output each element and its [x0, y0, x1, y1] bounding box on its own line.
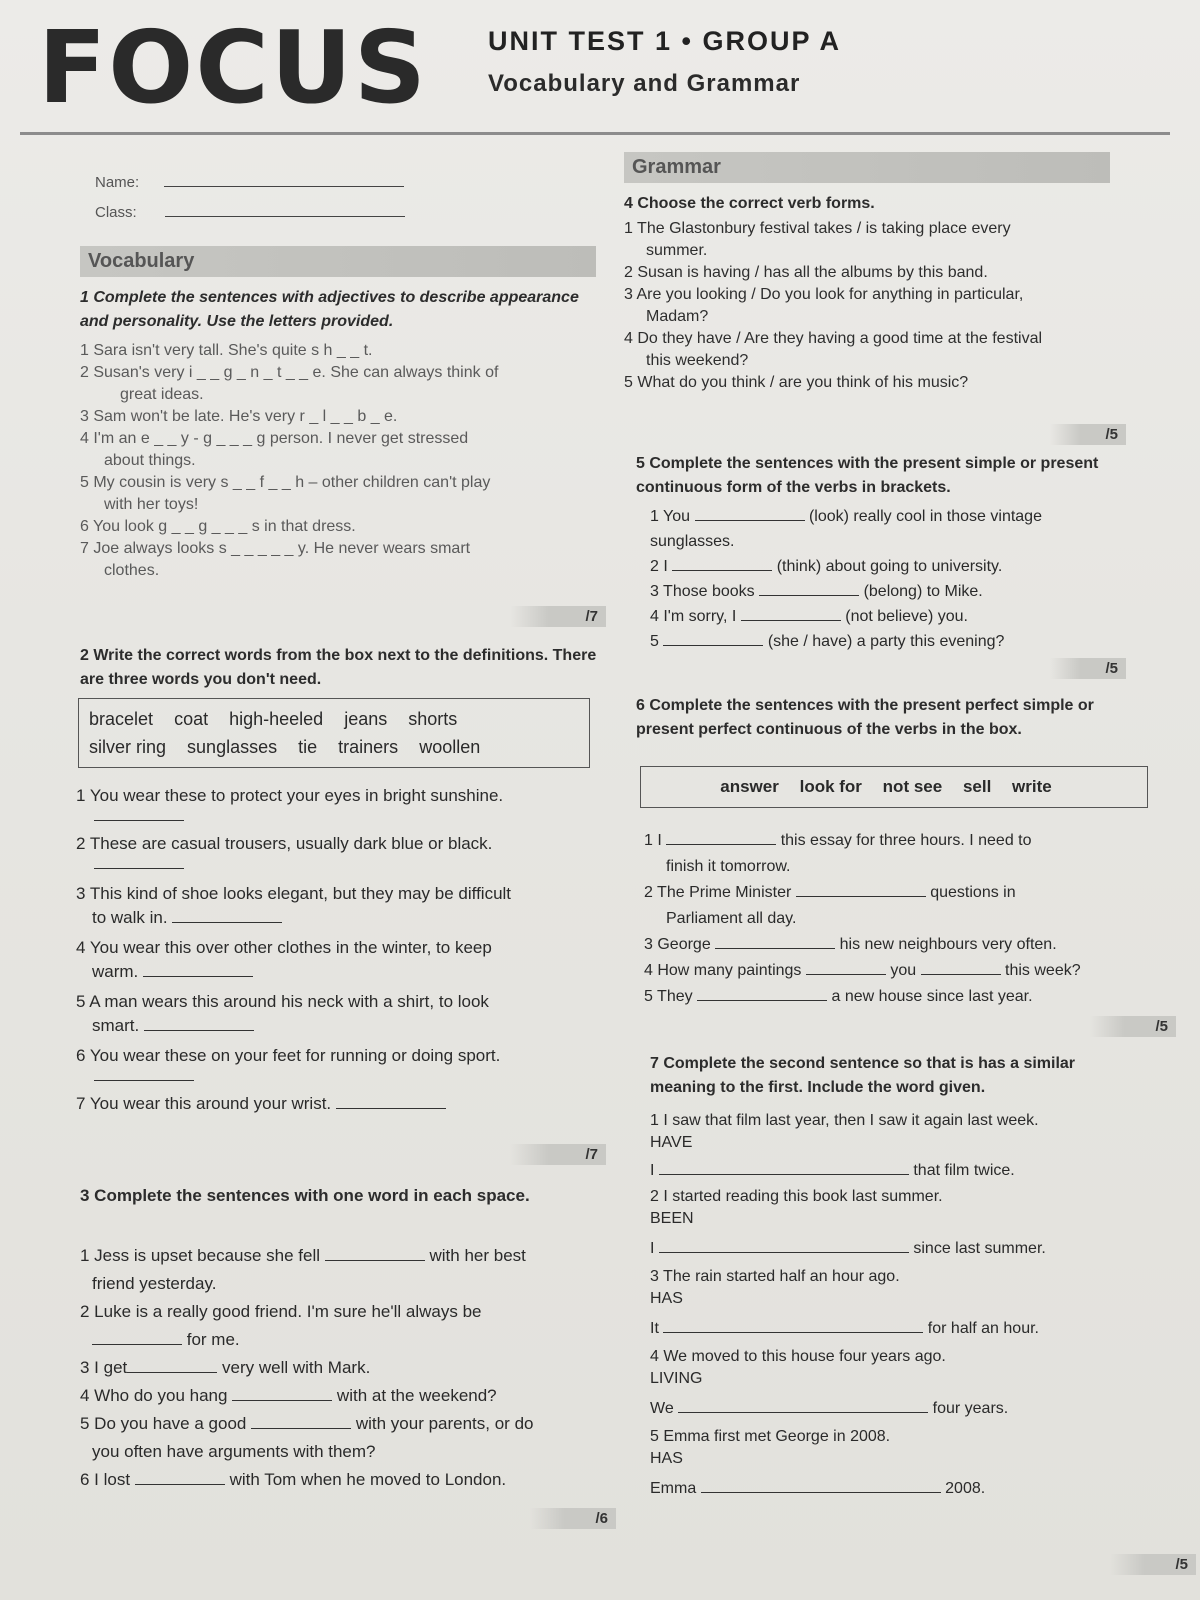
- ex2-item: [76, 834, 606, 884]
- ex6-text: this week?: [1005, 962, 1081, 979]
- word: jeans: [344, 709, 388, 729]
- ex2-item-text: to walk in.: [92, 908, 168, 927]
- answer-blank[interactable]: [666, 830, 776, 845]
- answer-blank[interactable]: [251, 1414, 351, 1429]
- answer-blank[interactable]: [144, 1018, 254, 1031]
- ex2-item: [76, 962, 606, 992]
- answer-blank[interactable]: [336, 1096, 446, 1109]
- ex1-item: great ideas.: [120, 386, 204, 403]
- ex5-text: (belong) to Mike.: [863, 583, 983, 600]
- ex7-item: [650, 1428, 1130, 1508]
- answer-blank[interactable]: [806, 960, 886, 975]
- ex3-item: [80, 1438, 610, 1466]
- word: answer: [720, 777, 779, 796]
- ex6-text: 1 I: [644, 832, 662, 849]
- class-field[interactable]: [95, 202, 405, 222]
- answer-blank[interactable]: [695, 506, 805, 521]
- ex7-text: 2008.: [945, 1480, 986, 1497]
- answer-blank[interactable]: [135, 1470, 225, 1485]
- ex6-text: 5 They: [644, 988, 693, 1005]
- ex6-item: [644, 958, 1134, 984]
- ex3-item: [80, 1410, 610, 1438]
- ex6-item: [644, 906, 1134, 932]
- ex7-text: I: [650, 1240, 655, 1257]
- answer-blank[interactable]: [701, 1478, 941, 1493]
- ex2-item-text: 3 This kind of shoe looks elegant, but they may be difficult: [76, 884, 512, 903]
- ex4-item: 1 The Glastonbury festival takes / is taking place every: [624, 220, 1011, 237]
- answer-blank[interactable]: [94, 808, 184, 821]
- ex6-text: questions in: [930, 884, 1016, 901]
- ex5-text: sunglasses.: [650, 533, 735, 550]
- ex3-score: /6: [530, 1508, 616, 1529]
- ex3-text: with Tom when he moved to London.: [229, 1470, 507, 1489]
- ex6-word-box: [640, 766, 1148, 808]
- ex7-key-word: BEEN: [650, 1210, 694, 1227]
- ex7-sentence: 1 I saw that film last year, then I saw it again last week.: [650, 1112, 1039, 1129]
- answer-blank[interactable]: [325, 1246, 425, 1261]
- ex7-text: that film twice.: [913, 1162, 1015, 1179]
- ex2-item-text: 6 You wear these on your feet for running or doing sport.: [76, 1046, 501, 1065]
- ex4-item: 5 What do you think / are you think of his music?: [624, 374, 969, 391]
- answer-blank[interactable]: [678, 1398, 928, 1413]
- ex6-text: 2 The Prime Minister: [644, 884, 792, 901]
- name-label: Name:: [95, 174, 140, 191]
- ex3-text: for me.: [186, 1330, 240, 1349]
- ex7-key-word: HAS: [650, 1450, 683, 1467]
- ex4-item: 3 Are you looking / Do you look for anything in particular,: [624, 286, 1024, 303]
- ex6-item: [644, 984, 1134, 1010]
- ex6-instruction: 6 Complete the sentences with the present perfect simple or present perfect continuous of the verbs in the box.: [636, 697, 1094, 738]
- ex7-answer: [650, 1238, 1046, 1258]
- ex3-instruction: 3 Complete the sentences with one word in each space.: [80, 1186, 530, 1205]
- word: high-heeled: [229, 709, 324, 729]
- ex4-item: summer.: [646, 242, 708, 259]
- word-box-row: [89, 733, 579, 761]
- ex2-list: [76, 786, 606, 1124]
- ex4-instruction: 4 Choose the correct verb forms.: [624, 195, 875, 212]
- word: trainers: [338, 737, 399, 757]
- word: woollen: [419, 737, 481, 757]
- ex7-sentence: 4 We moved to this house four years ago.: [650, 1348, 946, 1365]
- ex3-item: [80, 1382, 610, 1410]
- ex6-item: [644, 828, 1134, 854]
- ex7-sentence: 5 Emma first met George in 2008.: [650, 1428, 891, 1445]
- ex6-text: his new neighbours very often.: [839, 936, 1057, 953]
- answer-blank[interactable]: [127, 1358, 217, 1373]
- ex5-list: [650, 504, 1130, 654]
- ex6-text: Parliament all day.: [666, 910, 797, 927]
- ex5-text: 3 Those books: [650, 583, 755, 600]
- ex6-text: you: [890, 962, 917, 979]
- ex5-item: [650, 504, 1130, 529]
- ex1-list: [80, 340, 600, 582]
- ex3-item: [80, 1242, 610, 1270]
- ex2-item: [76, 1016, 606, 1046]
- ex3-text: very well with Mark.: [222, 1358, 371, 1377]
- ex5-text: (she / have) a party this evening?: [767, 633, 1005, 650]
- ex7-text: I: [650, 1162, 655, 1179]
- focus-logo: FOCUS: [38, 9, 428, 126]
- word: write: [1012, 777, 1052, 796]
- ex1-item: about things.: [104, 452, 196, 469]
- answer-blank[interactable]: [92, 1330, 182, 1345]
- ex7-answer: [650, 1478, 985, 1498]
- ex1-item: 1 Sara isn't very tall. She's quite s h _ _ t.: [80, 342, 373, 359]
- ex5-text: 5: [650, 633, 659, 650]
- ex7-sentence: 3 The rain started half an hour ago.: [650, 1268, 900, 1285]
- ex5-item: [650, 604, 1130, 629]
- answer-blank[interactable]: [697, 986, 827, 1001]
- ex3-text: with her best: [429, 1246, 526, 1265]
- ex2-item: [76, 1094, 606, 1124]
- ex4-item: Madam?: [646, 308, 709, 325]
- word: bracelet: [89, 709, 154, 729]
- ex3-item: [80, 1270, 610, 1298]
- ex7-item: [650, 1348, 1130, 1428]
- ex2-word-box: [78, 698, 590, 768]
- ex5-text: (look) really cool in those vintage: [808, 508, 1042, 525]
- ex3-text: 5 Do you have a good: [80, 1414, 247, 1433]
- answer-blank[interactable]: [172, 910, 282, 923]
- ex7-list: [650, 1112, 1130, 1508]
- ex1-item: 2 Susan's very i _ _ g _ n _ t _ _ e. She can always think of: [80, 364, 499, 381]
- ex2-item-text: smart.: [92, 1016, 140, 1035]
- ex5-instruction: 5 Complete the sentences with the present simple or present continuous form of the verbs in brackets.: [636, 455, 1099, 496]
- ex1-item: 7 Joe always looks s _ _ _ _ _ y. He never wears smart: [80, 540, 471, 557]
- grammar-heading: Grammar: [624, 152, 1110, 183]
- ex6-list: [644, 828, 1134, 1010]
- unit-title: UNIT TEST 1 • GROUP A: [488, 26, 841, 56]
- ex5-item: [650, 554, 1130, 579]
- ex6-item: [644, 854, 1134, 880]
- class-line[interactable]: [165, 202, 405, 217]
- ex4-item: this weekend?: [646, 352, 749, 369]
- ex2-item-text: warm.: [92, 962, 139, 981]
- unit-subtitle: Vocabulary and Grammar: [488, 70, 801, 97]
- ex3-item: [80, 1298, 610, 1326]
- ex5-text: 4 I'm sorry, I: [650, 608, 737, 625]
- name-field[interactable]: [95, 172, 404, 192]
- ex2-item-text: 5 A man wears this around his neck with a shirt, to look: [76, 992, 489, 1011]
- ex6-text: a new house since last year.: [831, 988, 1033, 1005]
- ex6-text: 3 George: [644, 936, 711, 953]
- ex6-score: /5: [1090, 1016, 1176, 1037]
- ex3-text: with your parents, or do: [355, 1414, 534, 1433]
- ex3-list: [80, 1242, 610, 1494]
- ex1-score: /7: [510, 606, 606, 627]
- vocabulary-heading: Vocabulary: [80, 246, 596, 277]
- ex1-item: 3 Sam won't be late. He's very r _ l _ _ b _ e.: [80, 408, 398, 425]
- ex1-item: with her toys!: [104, 496, 199, 513]
- word: sell: [962, 777, 992, 796]
- answer-blank[interactable]: [94, 1068, 194, 1081]
- ex7-text: four years.: [932, 1400, 1009, 1417]
- ex4-item: 2 Susan is having / has all the albums by this band.: [624, 264, 988, 281]
- ex3-item: [80, 1466, 610, 1494]
- ex3-text: 6 I lost: [80, 1470, 131, 1489]
- ex3-text: 4 Who do you hang: [80, 1386, 228, 1405]
- ex1-item: 5 My cousin is very s _ _ f _ _ h – other children can't play: [80, 474, 491, 491]
- ex7-item: [650, 1188, 1130, 1268]
- word: tie: [298, 737, 318, 757]
- ex3-text: 3 I get: [80, 1358, 128, 1377]
- answer-blank[interactable]: [759, 581, 859, 596]
- header-divider: [20, 132, 1170, 135]
- answer-blank[interactable]: [672, 556, 772, 571]
- ex6-text: finish it tomorrow.: [666, 858, 791, 875]
- ex5-text: (not believe) you.: [845, 608, 968, 625]
- answer-blank[interactable]: [232, 1386, 332, 1401]
- ex6-text: 4 How many paintings: [644, 962, 802, 979]
- ex2-item-text: 4 You wear this over other clothes in the winter, to keep: [76, 938, 492, 957]
- ex3-text: friend yesterday.: [92, 1274, 217, 1293]
- answer-blank[interactable]: [741, 606, 841, 621]
- ex4-item: 4 Do they have / Are they having a good time at the festival: [624, 330, 1043, 347]
- answer-blank[interactable]: [659, 1238, 909, 1253]
- ex3-text: 2 Luke is a really good friend. I'm sure he'll always be: [80, 1302, 482, 1321]
- ex7-answer: [650, 1398, 1008, 1418]
- ex6-item: [644, 880, 1134, 906]
- ex7-item: [650, 1268, 1130, 1348]
- ex7-score: /5: [1110, 1554, 1196, 1575]
- ex7-key-word: HAVE: [650, 1134, 693, 1151]
- ex5-text: 2 I: [650, 558, 668, 575]
- answer-blank[interactable]: [663, 1318, 923, 1333]
- ex7-item: [650, 1112, 1130, 1188]
- word: sunglasses: [187, 737, 278, 757]
- ex2-score: /7: [510, 1144, 606, 1165]
- ex2-item: [76, 1046, 606, 1094]
- ex7-key-word: LIVING: [650, 1370, 703, 1387]
- answer-blank[interactable]: [921, 960, 1001, 975]
- ex7-answer: [650, 1318, 1039, 1338]
- ex4-score: /5: [1050, 424, 1126, 445]
- ex6-text: this essay for three hours. I need to: [780, 832, 1032, 849]
- ex1-item: 4 I'm an e _ _ y - g _ _ _ g person. I never get stressed: [80, 430, 469, 447]
- ex3-item: [80, 1326, 610, 1354]
- ex3-text: you often have arguments with them?: [92, 1442, 376, 1461]
- answer-blank[interactable]: [796, 882, 926, 897]
- ex2-item-text: 2 These are casual trousers, usually dark blue or black.: [76, 834, 493, 853]
- ex5-item: [650, 629, 1130, 654]
- name-line[interactable]: [164, 172, 404, 187]
- ex2-item: [76, 786, 606, 834]
- ex7-text: It: [650, 1320, 659, 1337]
- ex4-list: [624, 218, 1104, 394]
- ex7-key-word: HAS: [650, 1290, 683, 1307]
- ex1-instruction: 1 Complete the sentences with adjectives to describe appearance and personality. Use the letters provided.: [80, 289, 579, 330]
- answer-blank[interactable]: [94, 856, 184, 869]
- word: look for: [799, 777, 862, 796]
- ex5-text: 1 You: [650, 508, 691, 525]
- answer-blank[interactable]: [143, 964, 253, 977]
- ex5-item: [650, 529, 1130, 554]
- word-box-row: [89, 705, 579, 733]
- ex7-instruction: 7 Complete the second sentence so that is has a similar meaning to the first. Include the word given.: [650, 1055, 1076, 1096]
- ex7-answer: [650, 1160, 1015, 1180]
- answer-blank[interactable]: [659, 1160, 909, 1175]
- ex7-text: for half an hour.: [927, 1320, 1039, 1337]
- ex5-text: (think) about going to university.: [776, 558, 1003, 575]
- ex7-text: Emma: [650, 1480, 697, 1497]
- ex7-sentence: 2 I started reading this book last summer.: [650, 1188, 943, 1205]
- ex2-item-text: 7 You wear this around your wrist.: [76, 1094, 332, 1113]
- word: shorts: [408, 709, 458, 729]
- answer-blank[interactable]: [715, 934, 835, 949]
- ex7-text: since last summer.: [913, 1240, 1046, 1257]
- ex1-item: 6 You look g _ _ g _ _ _ s in that dress.: [80, 518, 356, 535]
- ex7-text: We: [650, 1400, 674, 1417]
- class-label: Class:: [95, 204, 137, 221]
- word: not see: [882, 777, 943, 796]
- ex2-instruction: 2 Write the correct words from the box next to the definitions. There are three words you don't need.: [80, 647, 597, 688]
- ex2-item-text: 1 You wear these to protect your eyes in bright sunshine.: [76, 786, 504, 805]
- word: silver ring: [89, 737, 167, 757]
- word: coat: [174, 709, 209, 729]
- ex3-text: 1 Jess is upset because she fell: [80, 1246, 321, 1265]
- ex3-item: [80, 1354, 610, 1382]
- ex2-item: [76, 908, 606, 938]
- ex5-item: [650, 579, 1130, 604]
- answer-blank[interactable]: [663, 631, 763, 646]
- ex1-item: clothes.: [104, 562, 160, 579]
- ex5-score: /5: [1050, 658, 1126, 679]
- ex3-text: with at the weekend?: [336, 1386, 497, 1405]
- ex6-item: [644, 932, 1134, 958]
